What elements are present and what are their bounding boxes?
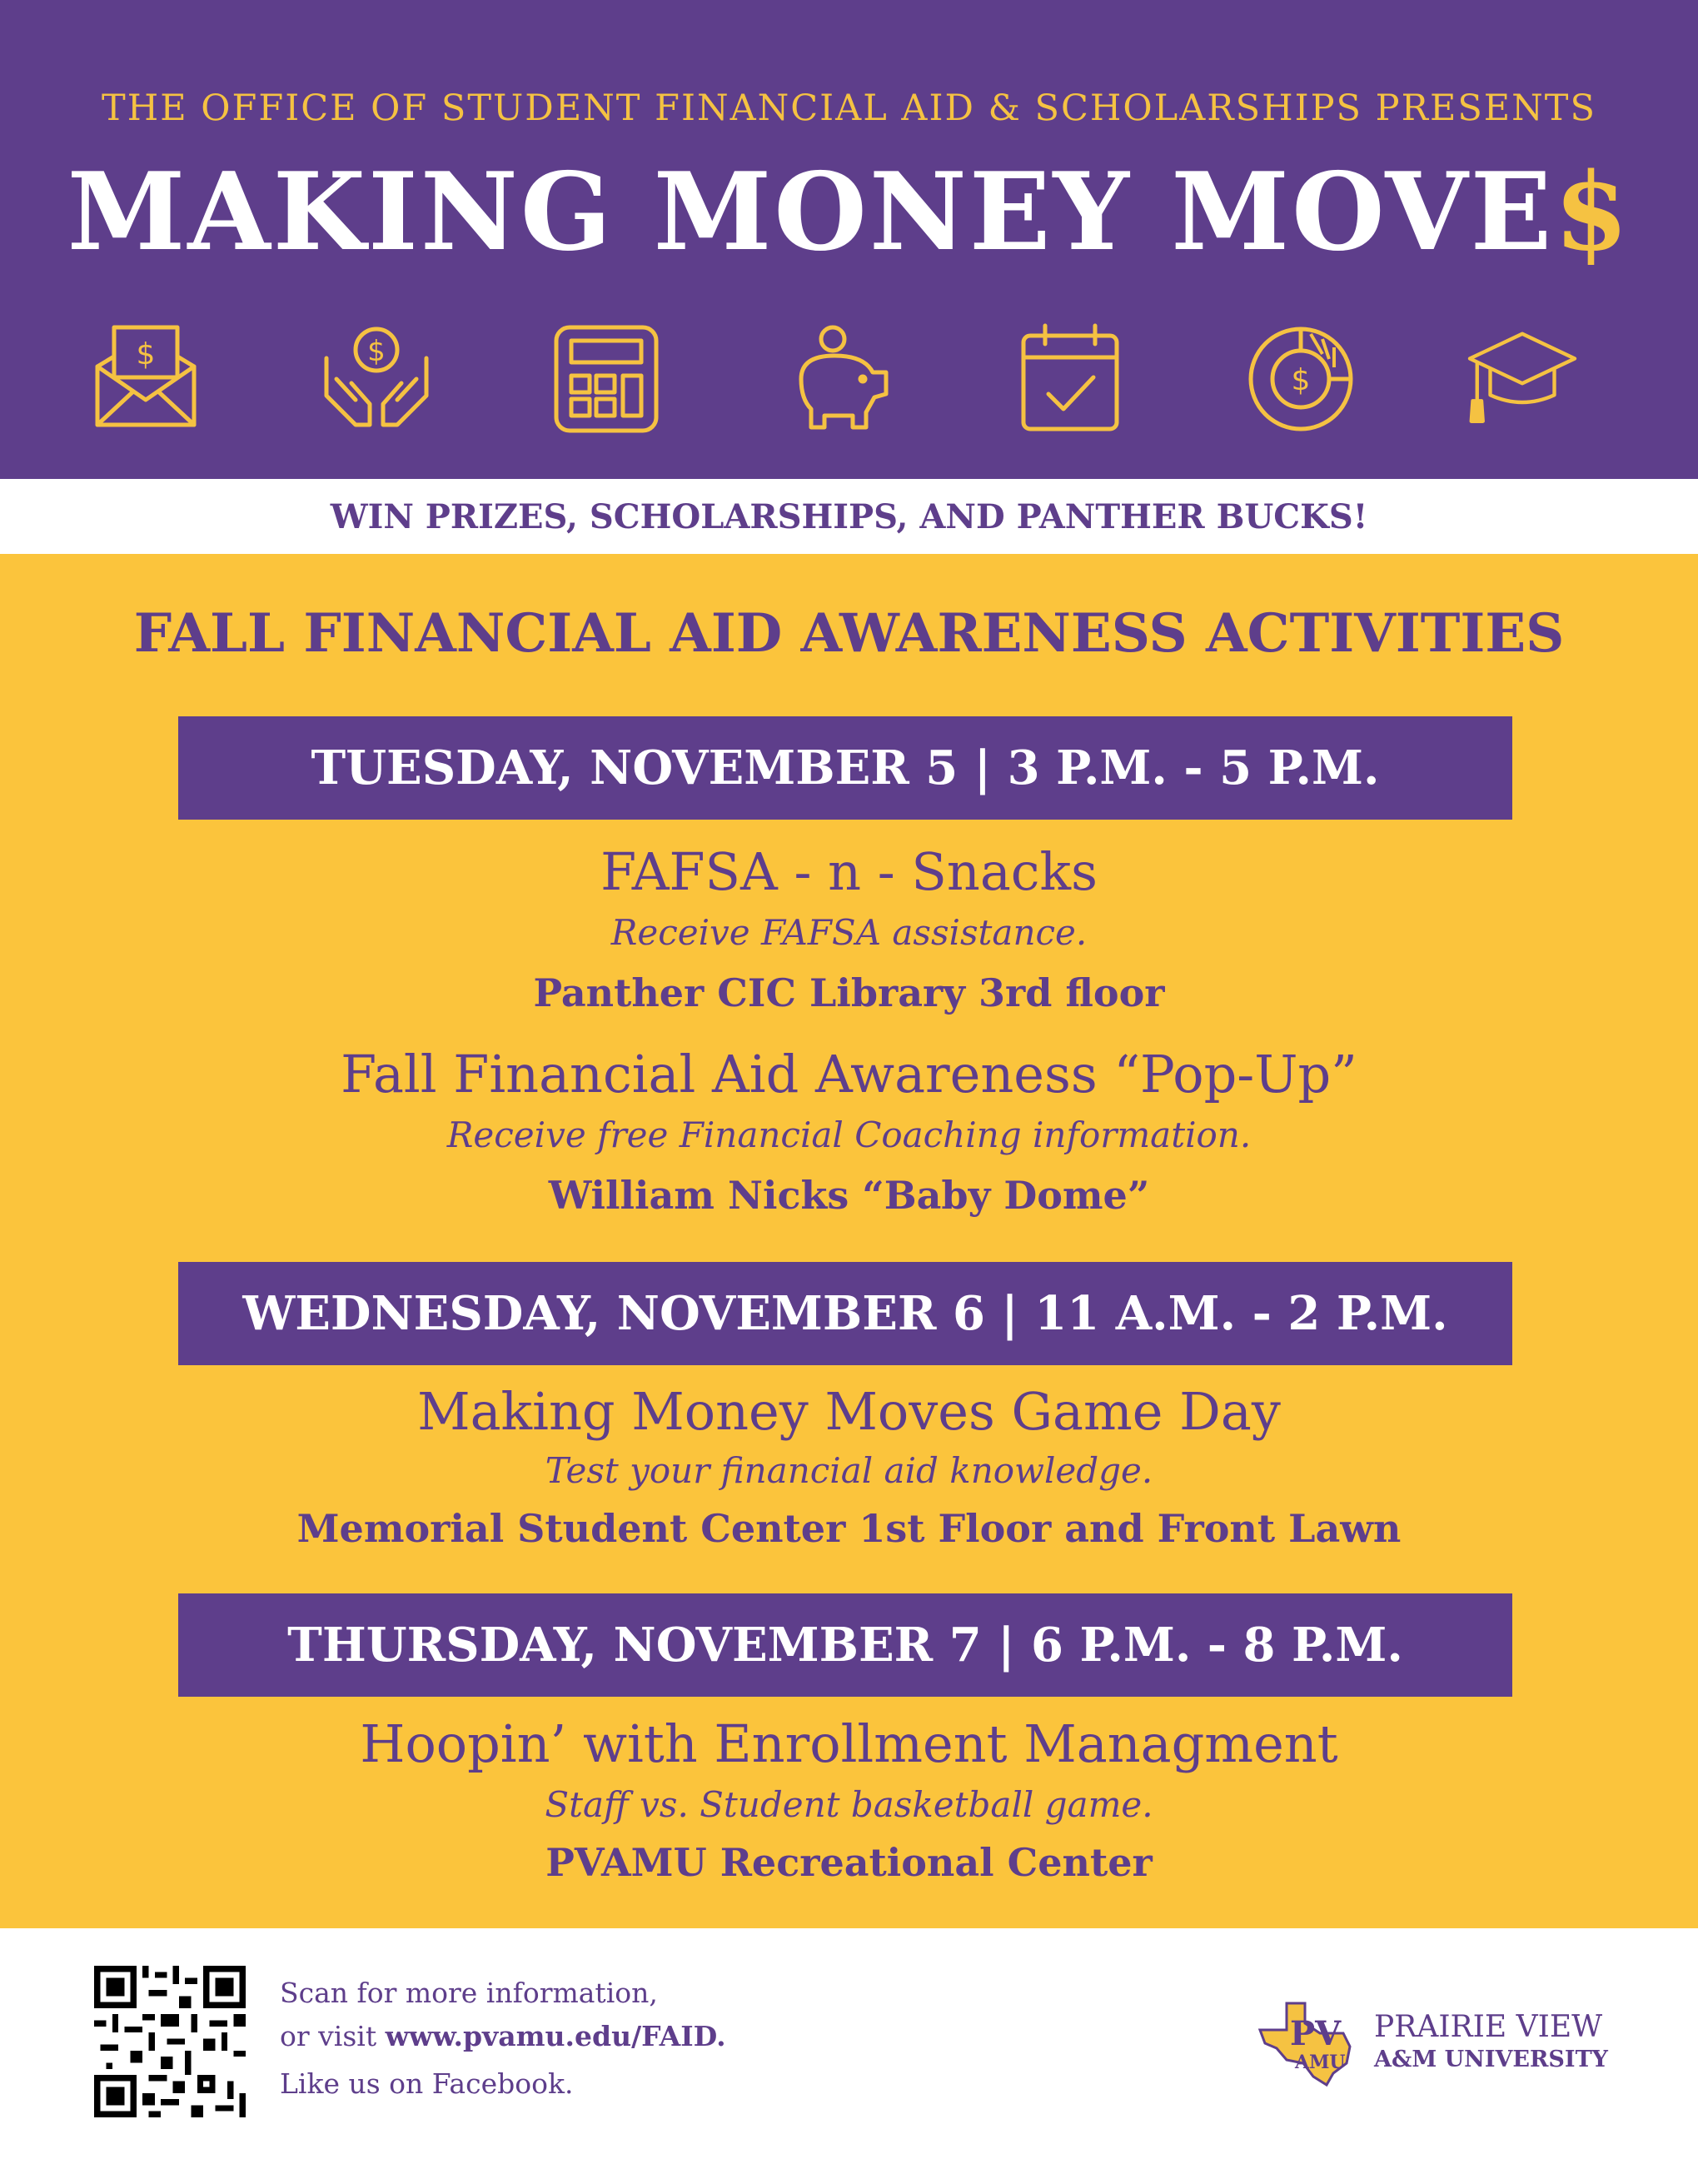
- pvamu-logo: [1253, 1997, 1370, 2088]
- graduation-cap-icon: [1464, 321, 1581, 437]
- calendar-check-icon: [1012, 321, 1128, 437]
- visit-prefix: or visit: [280, 2020, 386, 2052]
- activities-heading: FALL FINANCIAL AID AWARENESS ACTIVITIES: [133, 602, 1565, 665]
- icon-row: [0, 321, 1698, 437]
- university-name: PRAIRIE VIEW: [1374, 2010, 1603, 2044]
- event-location-popup: William Nicks “Baby Dome”: [548, 1173, 1150, 1218]
- hands-coin-icon: [318, 321, 435, 437]
- university-subtitle: A&M UNIVERSITY: [1374, 2047, 1608, 2072]
- title-dollar-accent: $: [1554, 150, 1631, 275]
- title-main: MAKING MONEY MOVE: [67, 150, 1555, 275]
- visit-line: [280, 2020, 726, 2052]
- activities-panel: [0, 554, 1698, 1928]
- event-location-game-day: Memorial Student Center 1st Floor and Front Lawn: [296, 1506, 1402, 1551]
- event-desc-game-day: Test your financial aid knowledge.: [545, 1450, 1153, 1491]
- pie-chart-dollar-icon: [1242, 321, 1359, 437]
- svg-text:PV: PV: [1290, 2014, 1342, 2053]
- facebook-text: Like us on Facebook.: [280, 2067, 574, 2100]
- event-title-hoopin: Hoopin’ with Enrollment Managment: [360, 1713, 1338, 1774]
- website-link[interactable]: www.pvamu.edu/FAID.: [385, 2020, 726, 2052]
- event-title: [0, 150, 1698, 275]
- footer: [0, 1928, 1698, 2184]
- event-title-popup: Fall Financial Aid Awareness “Pop-Up”: [341, 1044, 1357, 1104]
- svg-text:$: $: [136, 337, 156, 371]
- event-location-fafsa: Panther CIC Library 3rd floor: [533, 970, 1165, 1015]
- svg-text:AMU: AMU: [1295, 2052, 1346, 2073]
- header-banner: [0, 0, 1698, 479]
- prizes-tagline: WIN PRIZES, SCHOLARSHIPS, AND PANTHER BUCKS!: [330, 497, 1368, 536]
- event-location-hoopin: PVAMU Recreational Center: [545, 1840, 1153, 1885]
- piggy-bank-icon: [783, 321, 899, 437]
- day-bar-thursday: THURSDAY, NOVEMBER 7 | 6 P.M. - 8 P.M.: [178, 1593, 1512, 1697]
- prizes-band: [0, 479, 1698, 554]
- presenter-line: THE OFFICE OF STUDENT FINANCIAL AID & SCHOLARSHIPS PRESENTS: [102, 87, 1596, 129]
- scan-info-text: Scan for more information,: [280, 1977, 658, 2009]
- qr-code[interactable]: [94, 1966, 246, 2117]
- event-desc-popup: Receive free Financial Coaching information.: [446, 1114, 1252, 1155]
- calculator-icon: [548, 321, 665, 437]
- event-title-game-day: Making Money Moves Game Day: [417, 1381, 1281, 1442]
- day-bar-wednesday: WEDNESDAY, NOVEMBER 6 | 11 A.M. - 2 P.M.: [178, 1262, 1512, 1365]
- day-bar-tuesday: TUESDAY, NOVEMBER 5 | 3 P.M. - 5 P.M.: [178, 716, 1512, 820]
- envelope-money-icon: [87, 321, 204, 437]
- event-desc-hoopin: Staff vs. Student basketball game.: [545, 1784, 1153, 1825]
- svg-text:$: $: [367, 335, 386, 368]
- event-title-fafsa: FAFSA - n - Snacks: [600, 841, 1098, 902]
- event-desc-fafsa: Receive FAFSA assistance.: [610, 912, 1088, 953]
- svg-text:$: $: [1291, 363, 1311, 397]
